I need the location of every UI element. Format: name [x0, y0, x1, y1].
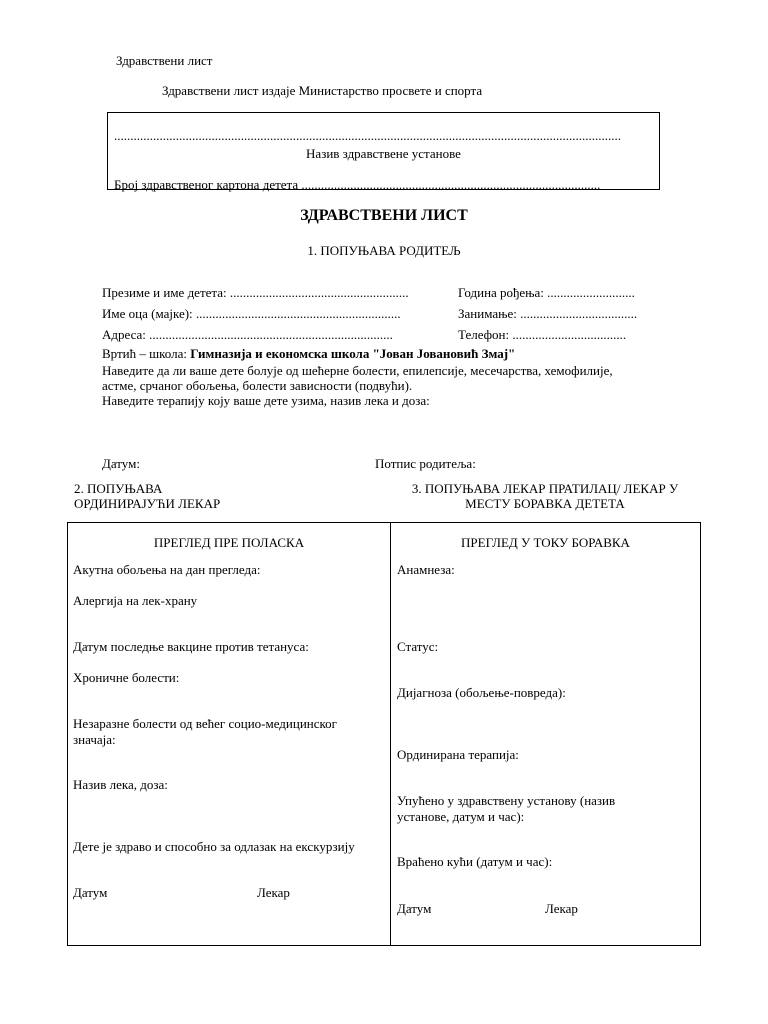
section2-heading-line1: 2. ПОПУЊАВА [74, 481, 163, 496]
school-field [102, 346, 515, 361]
left-doctor-label: Лекар [257, 885, 290, 900]
institution-label: Назив здравствене установе [306, 146, 461, 161]
during-stay-header: ПРЕГЛЕД У ТОКУ БОРАВКА [461, 535, 630, 550]
birth-year-label: Година рођења: [458, 285, 544, 300]
therapy-label: Ординирана терапија: [397, 747, 519, 762]
phone-field [458, 327, 626, 342]
pre-departure-header: ПРЕГЛЕД ПРЕ ПОЛАСКА [153, 535, 305, 550]
occupation-label: Занимање: [458, 306, 517, 321]
birth-year-dots: ........................... [547, 285, 635, 300]
status-label: Статус: [397, 639, 439, 654]
section3-heading-line2: МЕСТУ БОРАВКА ДЕТЕТА [465, 496, 625, 511]
anamnesis-label: Анамнеза: [397, 562, 455, 577]
chronic-illness-label: Хроничне болести: [73, 670, 180, 685]
right-doctor-label: Лекар [545, 901, 578, 916]
occupation-field [458, 306, 637, 321]
section1-heading: 1. ПОПУЊАВА РОДИТЕЉ [307, 243, 461, 258]
child-name-label: Презиме и име детета: [102, 285, 227, 300]
institution-dotted-line: ............................................................................................................................................................ [114, 128, 621, 143]
examination-table [67, 522, 701, 946]
address-dots: ........................................................................... [149, 327, 393, 342]
phone-label: Телефон: [458, 327, 510, 342]
acute-illness-label: Акутна обољења на дан прегледа: [73, 562, 261, 577]
therapy-question: Наведите терапију коју ваше дете узима, назив лека и доза: [102, 393, 430, 408]
page-title: ЗДРАВСТВЕНИ ЛИСТ [300, 207, 468, 224]
noninfectious-label-line2: значаја: [73, 732, 116, 747]
address-label: Адреса: [102, 327, 146, 342]
school-name: Гимназија и економска школа "Јован Јовановић Змај" [190, 346, 516, 361]
institution-box [107, 112, 660, 190]
child-name-dots: ....................................................... [229, 285, 409, 300]
drug-dose-label: Назив лека, доза: [73, 777, 168, 792]
illness-question-line1: Наведите да ли ваше дете болује од шећерне болести, епилепсије, месечарства, хемофилије, [102, 363, 613, 378]
healthy-statement: Дете је здраво и способно за одлазак на екскурзију [73, 839, 355, 854]
school-label: Вртић – школа: [102, 346, 188, 361]
parent-signature-label: Потпис родитеља: [375, 456, 476, 471]
child-name-field [102, 285, 409, 300]
card-number-dots: ............................................................................................ [301, 177, 601, 192]
issuer-line: Здравствени лист издаје Министарство просвете и спорта [162, 83, 483, 98]
noninfectious-label-line1: Незаразне болести од већег социо-медицинског [73, 716, 337, 731]
occupation-dots: .................................... [520, 306, 638, 321]
illness-question-line2: астме, срчаног обољења, болести зависности (подвући). [102, 378, 413, 393]
returned-home-label: Враћено кући (датум и час): [397, 854, 553, 869]
table-divider [390, 523, 391, 945]
document-label: Здравствени лист [116, 53, 213, 68]
diagnosis-label: Дијагноза (обољење-повреда): [397, 685, 566, 700]
parent-name-label: Име оца (мајке): [102, 306, 193, 321]
right-date-label: Датум [397, 901, 432, 916]
referred-label-line2: установе, датум и час): [397, 809, 525, 824]
parent-date-label: Датум: [102, 456, 140, 471]
card-number-label: Број здравственог картона детета [114, 177, 299, 192]
parent-name-dots: ............................................................... [195, 306, 401, 321]
allergy-label: Алергија на лек-храну [73, 593, 198, 608]
birth-year-field [458, 285, 635, 300]
address-field [102, 327, 393, 342]
tetanus-vaccine-label: Датум последње вакцине против тетануса: [73, 639, 309, 654]
card-number-line [114, 177, 600, 192]
referred-label-line1: Упућено у здравствену установу (назив [397, 793, 616, 808]
section2-heading-line2: ОРДИНИРАЈУЋИ ЛЕКАР [74, 496, 221, 511]
left-date-label: Датум [73, 885, 108, 900]
phone-dots: ................................... [512, 327, 627, 342]
section3-heading-line1: 3. ПОПУЊАВА ЛЕКАР ПРАТИЛАЦ/ ЛЕКАР У [411, 481, 679, 496]
parent-name-field [102, 306, 401, 321]
